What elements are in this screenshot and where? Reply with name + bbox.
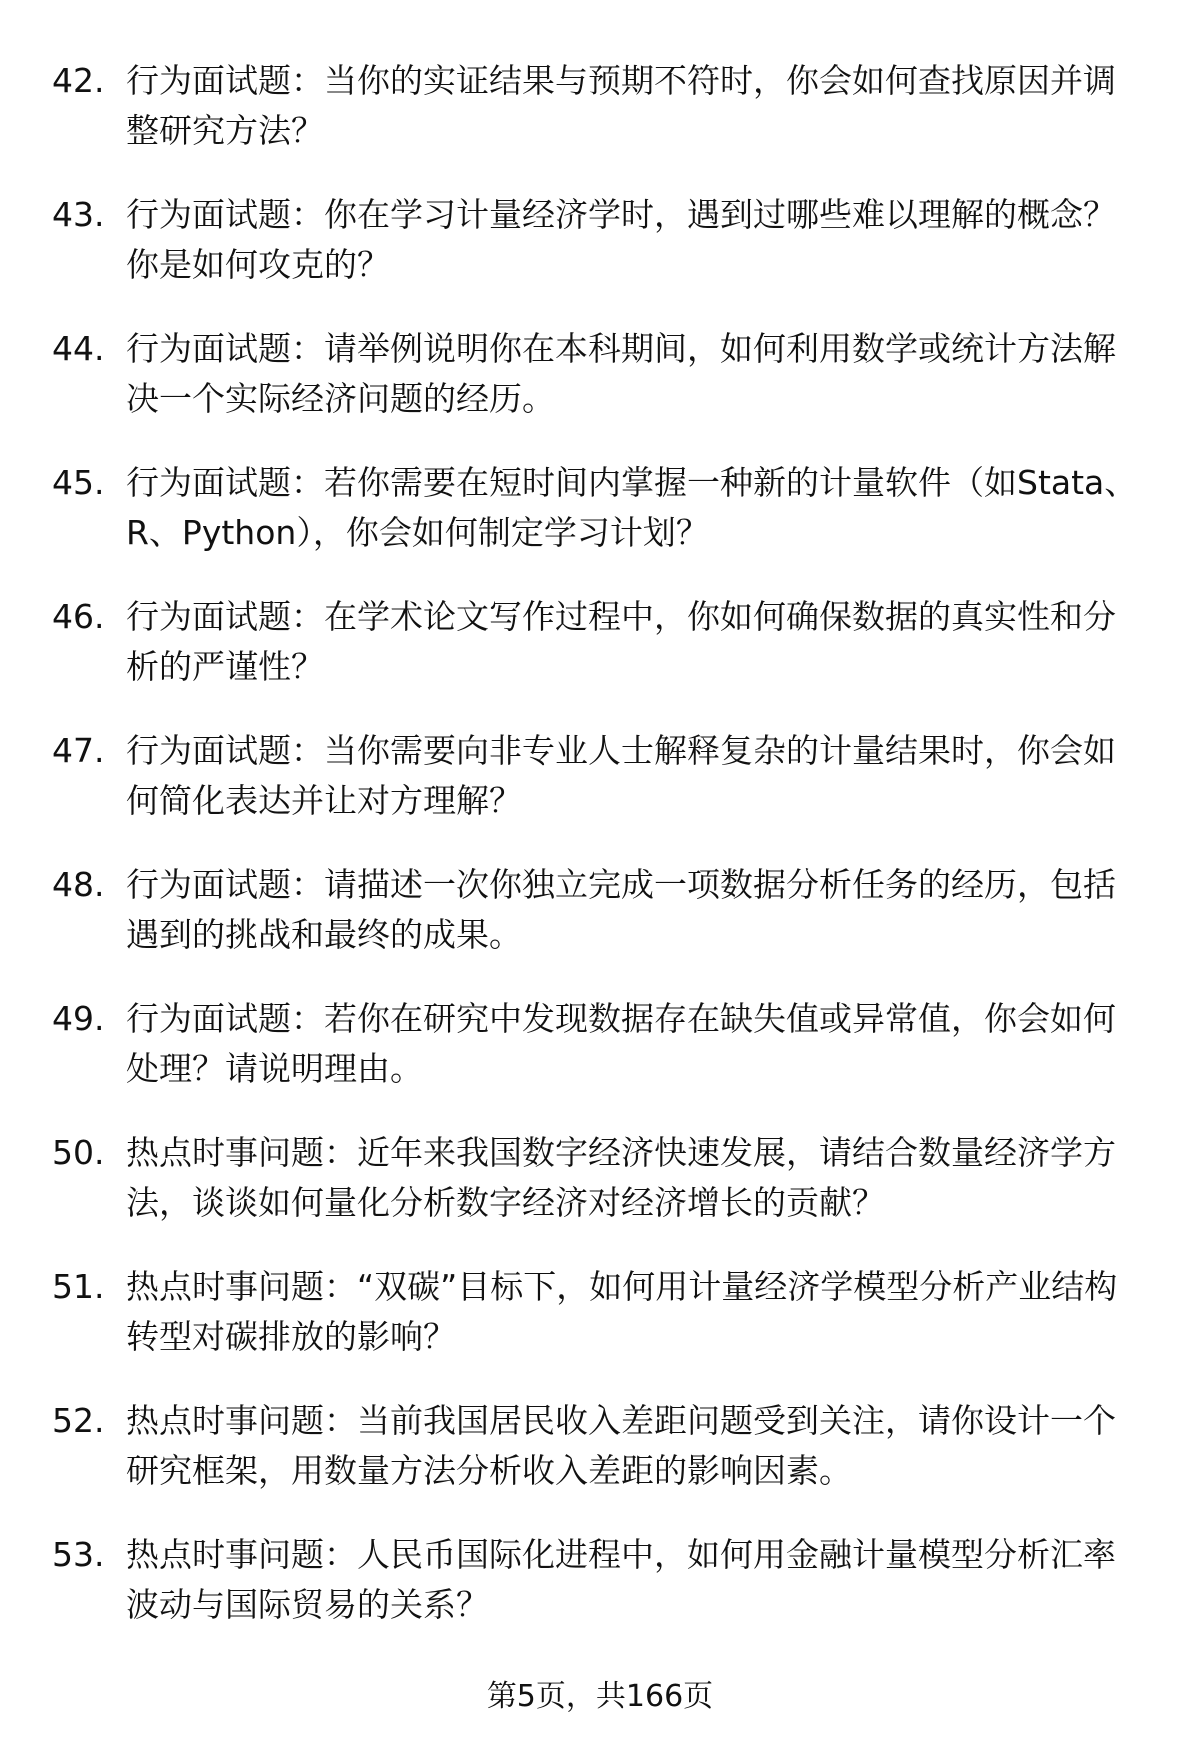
question-text: 行为面试题：若你需要在短时间内掌握一种新的计量软件（如Stata、R、Python），你会如何制定学习计划？ — [126, 463, 1138, 552]
question-number: 48. — [52, 865, 105, 904]
question-item — [52, 458, 1148, 592]
question-item — [52, 56, 1148, 190]
question-item — [52, 592, 1148, 726]
question-text: 行为面试题：请描述一次你独立完成一项数据分析任务的经历，包括遇到的挑战和最终的成果。 — [126, 865, 1116, 954]
question-number: 51. — [52, 1267, 105, 1306]
question-text: 行为面试题：若你在研究中发现数据存在缺失值或异常值，你会如何处理？请说明理由。 — [126, 999, 1116, 1088]
question-item — [52, 1396, 1148, 1530]
question-number: 44. — [52, 329, 105, 368]
question-item — [52, 1128, 1148, 1262]
question-text: 行为面试题：当你需要向非专业人士解释复杂的计量结果时，你会如何简化表达并让对方理解？ — [126, 731, 1116, 820]
question-item — [52, 726, 1148, 860]
question-number: 49. — [52, 999, 105, 1038]
question-item — [52, 860, 1148, 994]
question-item — [52, 994, 1148, 1128]
question-number: 45. — [52, 463, 105, 502]
question-number: 46. — [52, 597, 105, 636]
question-text: 行为面试题：你在学习计量经济学时，遇到过哪些难以理解的概念？你是如何攻克的？ — [126, 195, 1116, 284]
question-number: 42. — [52, 61, 105, 100]
question-text: 热点时事问题：近年来我国数字经济快速发展，请结合数量经济学方法，谈谈如何量化分析数字经济对经济增长的贡献？ — [126, 1133, 1116, 1222]
question-list — [52, 56, 1148, 1664]
question-number: 53. — [52, 1535, 105, 1574]
question-number: 47. — [52, 731, 105, 770]
page-footer — [0, 1677, 1200, 1717]
question-text: 行为面试题：请举例说明你在本科期间，如何利用数学或统计方法解决一个实际经济问题的经历。 — [126, 329, 1116, 418]
question-text: 热点时事问题：人民币国际化进程中，如何用金融计量模型分析汇率波动与国际贸易的关系？ — [126, 1535, 1116, 1624]
question-text: 行为面试题：在学术论文写作过程中，你如何确保数据的真实性和分析的严谨性？ — [126, 597, 1116, 686]
question-text: 热点时事问题：“双碳”目标下，如何用计量经济学模型分析产业结构转型对碳排放的影响？ — [126, 1267, 1118, 1356]
question-number: 52. — [52, 1401, 105, 1440]
question-item — [52, 1530, 1148, 1664]
question-text: 热点时事问题：当前我国居民收入差距问题受到关注，请你设计一个研究框架，用数量方法分析收入差距的影响因素。 — [126, 1401, 1116, 1490]
question-item — [52, 190, 1148, 324]
question-item — [52, 1262, 1148, 1396]
page-number-label: 第5页，共166页 — [486, 1679, 714, 1714]
question-text: 行为面试题：当你的实证结果与预期不符时，你会如何查找原因并调整研究方法？ — [126, 61, 1116, 150]
question-number: 43. — [52, 195, 105, 234]
question-item — [52, 324, 1148, 458]
question-number: 50. — [52, 1133, 105, 1172]
